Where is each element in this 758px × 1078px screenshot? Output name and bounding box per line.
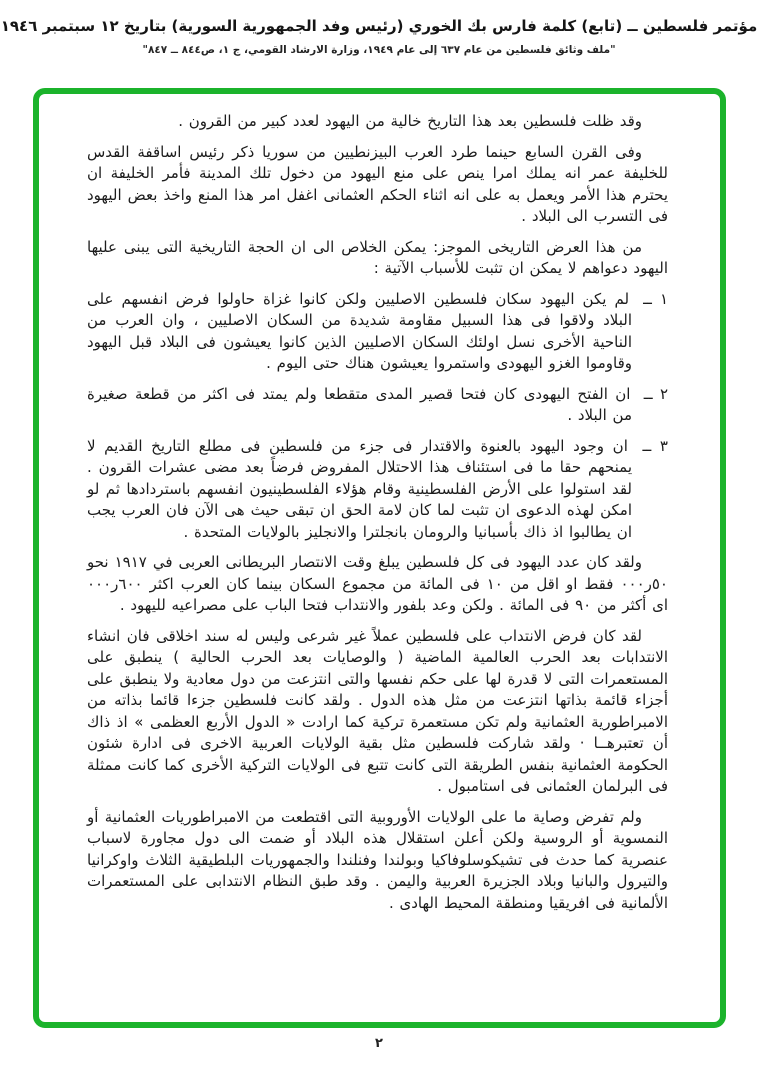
item-number: ٣ ــ	[642, 436, 668, 455]
paragraph: لقد كان فرض الانتداب على فلسطين عملاً غير شرعى وليس له سند اخلاقى فان انشاء الانتدابات بعد الحرب العالمية الماضية ( والوصايات بعد الحرب الحالية ) ينطبق على المستعمرات التى لا قدرة لها على حكم نفسها والتى انتزعت من دول معادية ولا ينطبق على أجزاء قائمة بذاتها انتزعت من مثل هذه الدول . ولقد كانت فلسطين جزءا قائما بذاته من الامبراطورية العثمانية ولم تكن مستعمرة تركية كما ارادت « الدول الأربع العظمى » اذ ذاك أن تعتبرهــا · ولقد شاركت فلسطين مثل بقية الولايات العربية الاخرى فى ادارة شئون الحكومة العثمانية بنفس الطريقة التى كانت تتبع فى الولايات التركية الأخرى كما كانت ممثلة فى البرلمان العثمانى فى استامبول .	[87, 626, 668, 795]
numbered-item	[87, 384, 668, 427]
paragraph: من هذا العرض التاريخى الموجز: يمكن الخلاص الى ان الحجة التاريخية التى يبنى عليها اليهود دعواهم لا يمكن ان تثبت للأسباب الآتية :	[87, 237, 668, 277]
paragraph: وفى القرن السابع حينما طرد العرب البيزنطيين من سوريا ذكر رئيس اساقفة القدس للخليفة عمر انه يملك امرا ينص على منع اليهود من دخول تلك المدينة فأمر الخليفة ان يحترم هذا الأمر ويعمل به على انه اثناء الحكم العثمانى اغفل امر هذا المنع واخذ بعض اليهود فى التسرب الى البلاد .	[87, 142, 668, 225]
green-border-frame	[33, 88, 726, 1028]
document-header	[0, 0, 758, 56]
numbered-item	[87, 289, 668, 375]
paragraph: ولم تفرض وصاية ما على الولايات الأوروبية التى اقتطعت من الامبراطوريات العثمانية أو النمسوية أو الروسية ولكن أعلن استقلال هذه البلاد أو ضمت الى دول مجاورة لاسباب عنصرية كما حدث فى تشيكوسلوفاكيا وبولندا وفنلندا والجمهوريات البلطيقية الثلاث واوكرانيا والتيرول والبانيا وبلاد الجزيرة العربية واليمن . وقد طبق النظام الانتدابى على المستعمرات الألمانية فى افريقيا ومنطقة المحيط الهادى .	[87, 807, 668, 912]
item-text: ان وجود اليهود بالعنوة والاقتدار فى جزء من فلسطين فى مطلع التاريخ القديم لا يمنحهم حقا ما فى استئناف هذا الاحتلال المفروض فرضاً بعد مضى عشرات القرون . لقد استولوا على الأرض الفلسطينية وقام هؤلاء الفلسطينيون انفسهم باستردادها ثم لو امكن لهذه الدعوى ان تثبت لما كان لامة الحق ان تبقى حيث هى الآن فان العرب يجب ان يطالبوا اذ ذاك بأسبانيا والرومان بانجلترا والانجليز بالولايات المتحدة .	[87, 436, 632, 541]
page-number: ٢	[375, 1036, 383, 1051]
paragraph: ولقد كان عدد اليهود فى كل فلسطين يبلغ وقت الانتصار البريطانى العربى في ١٩١٧ نحو ٥٠ر٠٠٠ فقط او اقل من ١٠ فى المائة من مجموع السكان بينما كان العرب اكثر ٦٠٠ر٠٠٠ اى أكثر من ٩٠ فى المائة . ولكن وعد بلفور والانتداب فتحا الباب على مصراعيه لليهود .	[87, 553, 668, 614]
document-source-citation: "ملف وثائق فلسطين من عام ٦٣٧ إلى عام ١٩٤٩، وزارة الارشاد القومي، ج ١، ص٨٤٤ ــ ٨٤٧"	[142, 44, 616, 56]
paragraph: وقد ظلت فلسطين بعد هذا التاريخ خالية من اليهود لعدد كبير من القرون .	[178, 112, 642, 130]
item-number: ٢ ــ	[643, 384, 668, 403]
numbered-item	[87, 436, 668, 544]
document-title: مؤتمر فلسطين ــ (تابع) كلمة فارس بك الخوري (رئيس وفد الجمهورية السورية) بتاريخ ١٢ سبتمبر ١٩٤٦	[0, 17, 758, 35]
item-text: ان الفتح اليهودى كان فتحا قصير المدى متقطعا ولم يمتد فى اكثر من قطعة صغيرة من البلاد .	[87, 384, 632, 424]
document-body	[87, 111, 668, 914]
item-number: ١ ــ	[643, 289, 668, 308]
item-text: لم يكن اليهود سكان فلسطين الاصليين ولكن كانوا غزاة حاولوا فرض انفسهم على البلاد ولاقوا فى هذا السبيل مقاومة شديدة من السكان الاصليين ، وان العرب من الناحية الأخرى نسل اولئك السكان الاصليين الذين كانوا يعيشون فى البلاد قبل اليهود وقاوموا الغزو اليهودى واستمروا يعيشون هناك حتى اليوم .	[87, 289, 632, 372]
